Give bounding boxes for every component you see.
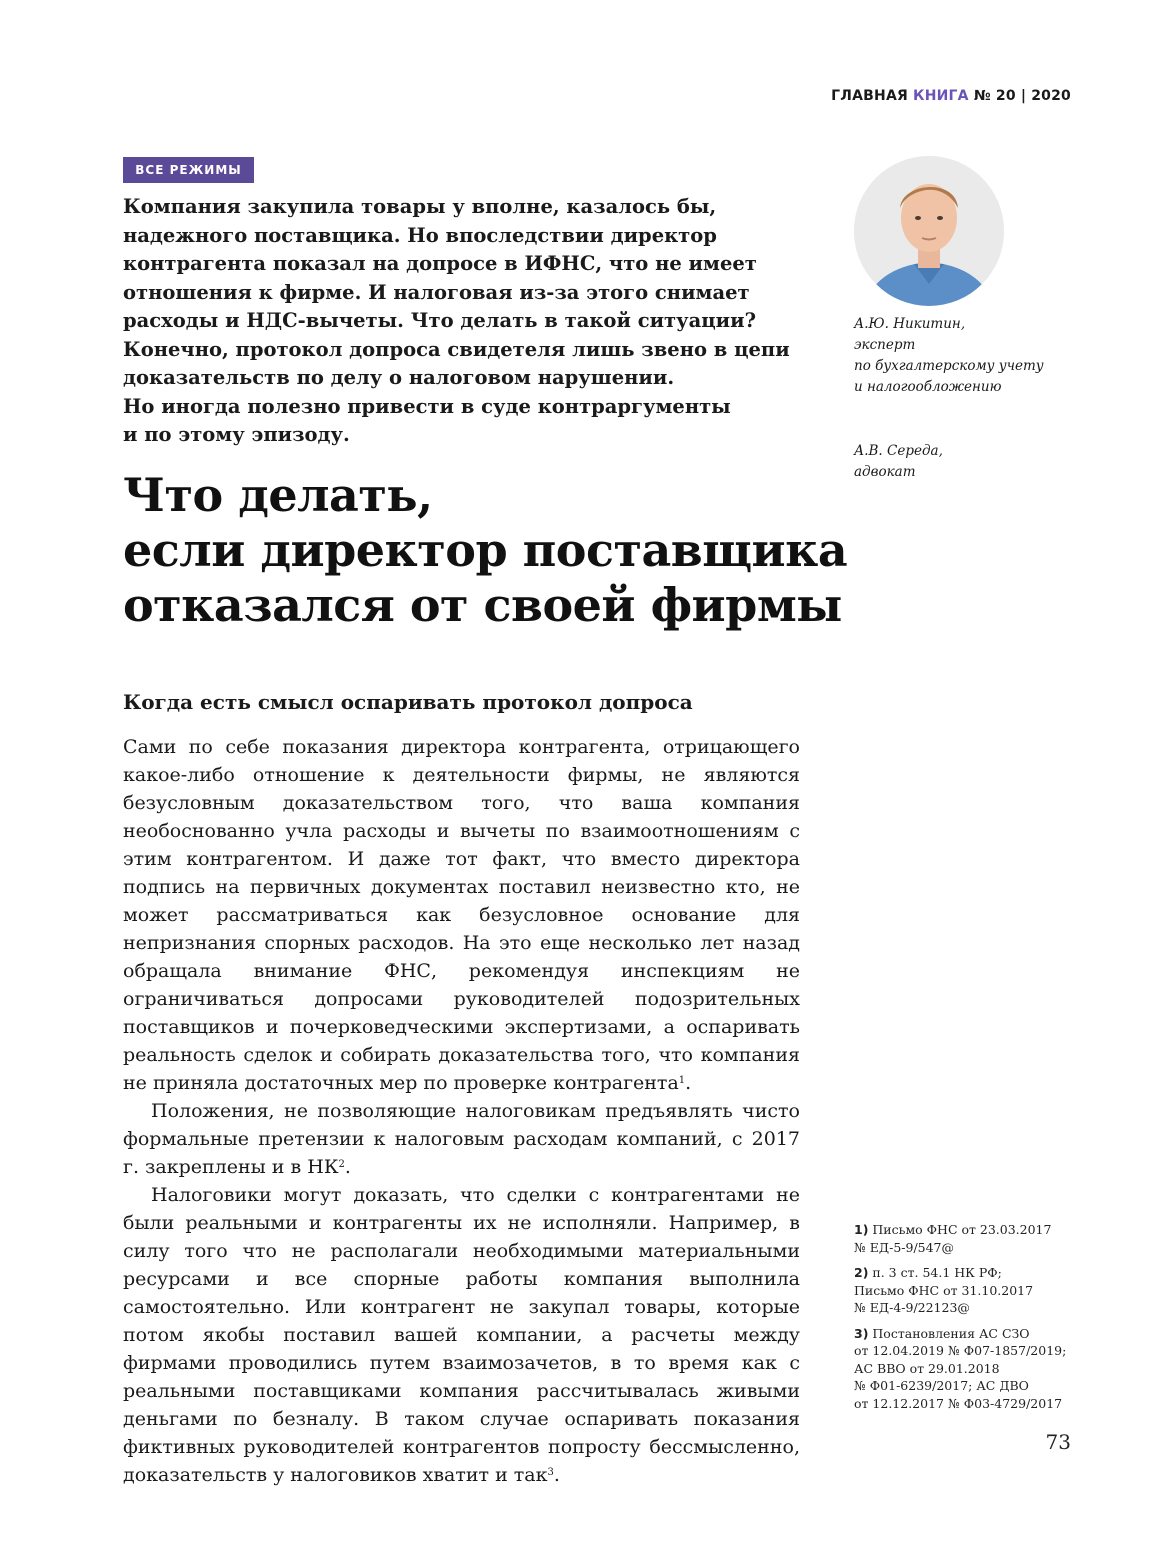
footnote-number: 2) <box>854 1265 869 1280</box>
author-1-role: и налогообложению <box>854 379 1002 395</box>
lead-line: Конечно, протокол допроса свидетеля лишь звено в цепи <box>123 337 790 361</box>
lead-line: расходы и НДС-вычеты. Что делать в такой ситуации? <box>123 309 756 332</box>
footnotes <box>854 1221 1084 1420</box>
author-1-name: А.Ю. Никитин, <box>854 316 966 332</box>
rubric-badge[interactable]: ВСЕ РЕЖИМЫ <box>123 157 254 183</box>
title-line: Что делать, <box>123 468 433 522</box>
lead-line: доказательств по делу о налоговом нарушении. <box>123 366 675 389</box>
lead-paragraph <box>123 193 823 450</box>
footnote-item: 2) п. 3 ст. 54.1 НК РФ; Письмо ФНС от 31.10.2017 № ЕД-4-9/22123@ <box>854 1265 1034 1315</box>
footnote-ref[interactable]: 2 <box>338 1159 345 1170</box>
footnote-number: 1) <box>854 1222 869 1237</box>
body-paragraph: Налоговики могут доказать, что сделки с контрагентами не были реальными и контрагенты их не исполняли. Например, в силу того что не располагали необходимыми материальными ресурсами и все спорные работы компания выполнила самостоятельно. Или контрагент не закупал товары, которые потом якобы поставил вашей компании, а расчеты между фирмами проводились путем взаимозачетов, в то время как с реальными поставщиками компания рассчитывалась живыми деньгами по безналу. В таком случае оспаривать показания фиктивных руководителей контрагентов попросту бессмысленно, доказательств у налоговиков хватит и так$^3$. <box>123 1184 800 1486</box>
masthead-issue: № 20 | 2020 <box>973 88 1071 104</box>
author-2-role: адвокат <box>854 464 916 480</box>
section-heading: Когда есть смысл оспаривать протокол допроса <box>123 690 693 714</box>
article-title <box>123 468 923 633</box>
authors-block <box>854 314 1084 483</box>
lead-line: контрагента показал на допросе в ИФНС, что не имеет <box>123 252 757 275</box>
footnote-item: 3) Постановления АС СЗО от 12.04.2019 № Ф07-1857/2019; АС ВВО от 29.01.2018 № Ф01-6239/2017; АС ДВО от 12.12.2017 № Ф03-4729/2017 <box>854 1325 1067 1411</box>
lead-line: отношения к фирме. И налоговая из-за этого снимает <box>123 280 750 304</box>
lead-line: Но иногда полезно привести в суде контраргументы <box>123 394 731 418</box>
avatar-portrait-icon <box>854 156 1004 306</box>
lead-line: и по этому эпизоду. <box>123 423 350 446</box>
title-line: если директор поставщика <box>123 523 848 577</box>
lead-line: надежного поставщика. Но впоследствии директор <box>123 223 717 247</box>
footnote-number: 3) <box>854 1325 869 1341</box>
article-body <box>123 733 800 1489</box>
footnote-ref[interactable]: 3 <box>547 1467 554 1478</box>
title-line: отказался от своей фирмы <box>123 578 842 632</box>
masthead-accent: КНИГА <box>913 88 969 104</box>
author-2-name: А.В. Середа, <box>854 443 943 459</box>
author-photo-avatar <box>854 156 1004 306</box>
lead-line: Компания закупила товары у вполне, казалось бы, <box>123 195 717 218</box>
masthead-title: ГЛАВНАЯ <box>831 88 908 104</box>
masthead <box>831 88 1071 104</box>
author-1-role: по бухгалтерскому учету <box>854 358 1044 374</box>
body-paragraph: Сами по себе показания директора контрагента, отрицающего какое-либо отношение к деятельности фирмы, не являются безусловным доказательством того, что ваша компания необоснованно учла расходы и вычеты по взаимоотношениям с этим контрагентом. И даже тот факт, что вместо директора подпись на первичных документах поставил неизвестно кто, не может рассматриваться как безусловное основание для непризнания спорных расходов. На это еще несколько лет назад обращала внимание ФНС, рекомендуя инспекциям не ограничиваться допросами руководителей подозрительных поставщиков и почерковедческими экспертизами, а оспаривать реальность сделок и собирать доказательства того, что компания не приняла достаточных мер по проверке контрагента$^1$. <box>123 736 800 1094</box>
body-paragraph: Положения, не позволяющие налоговикам предъявлять чисто формальные претензии к налоговым расходам компаний, с 2017 г. закреплены и в $НК^2$. <box>123 1100 800 1178</box>
author-1-role: эксперт <box>854 337 916 353</box>
page-number: 73 <box>1045 1430 1071 1454</box>
footnote-ref[interactable]: 1 <box>678 1075 686 1086</box>
footnote-item: 1) Письмо ФНС от 23.03.2017 № ЕД-5-9/547@ <box>854 1222 1052 1255</box>
